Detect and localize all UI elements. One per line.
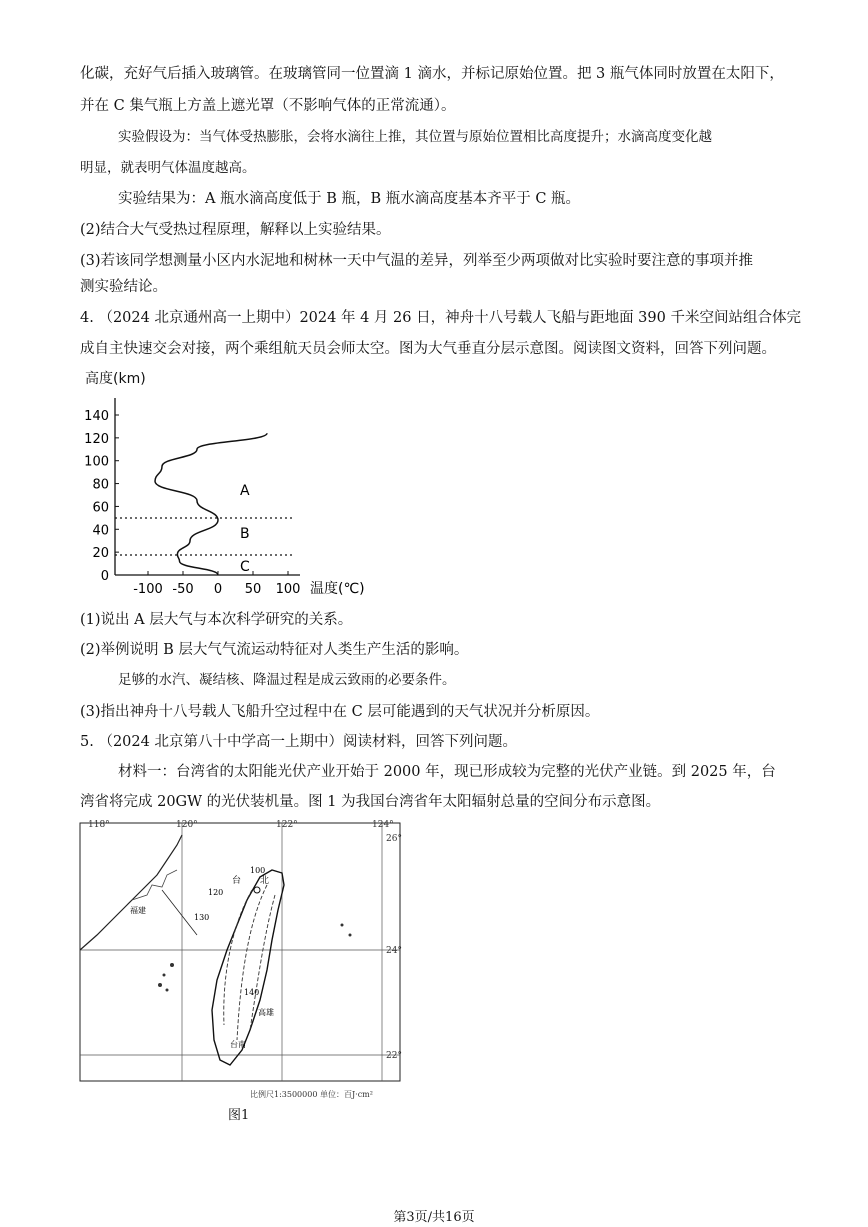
contour-label: 100 — [250, 866, 266, 875]
text-line: 明显，就表明气体温度越高。 — [80, 160, 256, 176]
handwritten-answer: 足够的水汽、凝结核、降温过程是成云致雨的必要条件。 — [118, 672, 456, 688]
place-label: 福建 — [130, 906, 146, 915]
place-label: 台 — [232, 876, 242, 886]
contour-label: 140 — [244, 988, 260, 997]
question-4-3: (3)指出神舟十八号载人飞船升空过程中在 C 层可能遇到的天气状况并分析原因。 — [80, 704, 600, 720]
y-tick-label: 60 — [92, 500, 109, 516]
text-line: 实验假设为：当气体受热膨胀，会将水滴往上推，其位置与原始位置相比高度提升；水滴高度变化越 — [118, 129, 712, 145]
layer-label-b: B — [240, 526, 250, 542]
lon-label: 120° — [176, 820, 198, 830]
lat-label: 22° — [386, 1051, 402, 1061]
x-axis-label: 温度(℃) — [310, 581, 365, 595]
y-axis-label: 高度(km) — [85, 371, 146, 387]
question-4-2: (2)举例说明 B 层大气气流运动特征对人类生产生活的影响。 — [80, 642, 469, 658]
x-tick-label: 100 — [275, 582, 301, 595]
y-tick-label: 20 — [92, 546, 109, 562]
mainland-coastline — [80, 835, 182, 950]
lat-label: 24° — [386, 946, 402, 956]
atmosphere-layer-chart — [70, 365, 390, 595]
lon-label: 124° — [372, 820, 394, 830]
lon-label: 122° — [276, 820, 298, 830]
question-4-1: (1)说出 A 层大气与本次科学研究的关系。 — [80, 612, 353, 628]
figure-label: 图1 — [228, 1108, 250, 1123]
layer-label-a: A — [240, 483, 250, 499]
page-footer: 第3页/共16页 — [393, 1210, 475, 1225]
y-tick-label: 100 — [84, 454, 109, 470]
question-2: (2)结合大气受热过程原理，解释以上实验结果。 — [80, 222, 391, 238]
text-line: 并在 C 集气瓶上方盖上遮光罩（不影响气体的正常流通）。 — [80, 98, 456, 114]
question-5-heading: 5. （2024 北京第八十中学高一上期中）阅读材料，回答下列问题。 — [80, 734, 517, 750]
place-label: 高雄 — [258, 1008, 274, 1017]
material-1: 材料一：台湾省的太阳能光伏产业开始于 2000 年，现已形成较为完整的光伏产业链。到 2025 年，台 — [118, 764, 776, 780]
y-tick-label: 140 — [84, 409, 109, 424]
y-tick-label: 0 — [100, 569, 109, 584]
temperature-curve — [155, 433, 267, 575]
taiwan-outline — [212, 870, 284, 1065]
taiwan-solar-map — [72, 815, 412, 1105]
question-3: (3)若该同学想测量小区内水泥地和树林一天中气温的差异，列举至少两项做对比实验时要注意的事项并推 — [80, 253, 754, 269]
place-label: 北 — [260, 876, 270, 886]
text-line: 测实验结论。 — [80, 279, 167, 295]
lat-label: 26° — [386, 834, 402, 844]
text-line: 实验结果为：A 瓶水滴高度低于 B 瓶，B 瓶水滴高度基本齐平于 C 瓶。 — [118, 191, 581, 207]
x-tick-label: 50 — [244, 582, 262, 595]
y-tick-label: 80 — [92, 477, 109, 493]
text-line: 成自主快速交会对接，两个乘组航天员会师太空。图为大气垂直分层示意图。阅读图文资料，回答下列问题。 — [80, 341, 776, 357]
question-4-heading: 4. （2024 北京通州高一上期中）2024 年 4 月 26 日，神舟十八号载人飞船与距地面 390 千米空间站组合体完 — [80, 310, 801, 326]
contour-label: 120 — [208, 888, 224, 897]
text-line: 湾省将完成 20GW 的光伏装机量。图 1 为我国台湾省年太阳辐射总量的空间分布示意图。 — [80, 794, 661, 810]
x-tick-label: 0 — [213, 582, 223, 595]
y-tick-label: 40 — [92, 523, 109, 539]
y-tick-label: 120 — [84, 431, 109, 447]
x-tick-label: -50 — [172, 582, 194, 595]
contour-label: 130 — [194, 913, 210, 922]
lon-label: 118° — [88, 820, 110, 830]
map-caption: 比例尺1:3500000 单位：百J·cm² — [250, 1090, 373, 1099]
layer-label-c: C — [240, 559, 250, 575]
place-label: 台南 — [230, 1040, 246, 1049]
contour-line — [224, 890, 252, 1025]
text-line: 化碳，充好气后插入玻璃管。在玻璃管同一位置滴 1 滴水，并标记原始位置。把 3 瓶气体同时放置在太阳下， — [80, 66, 784, 82]
x-tick-label: -100 — [133, 582, 163, 595]
